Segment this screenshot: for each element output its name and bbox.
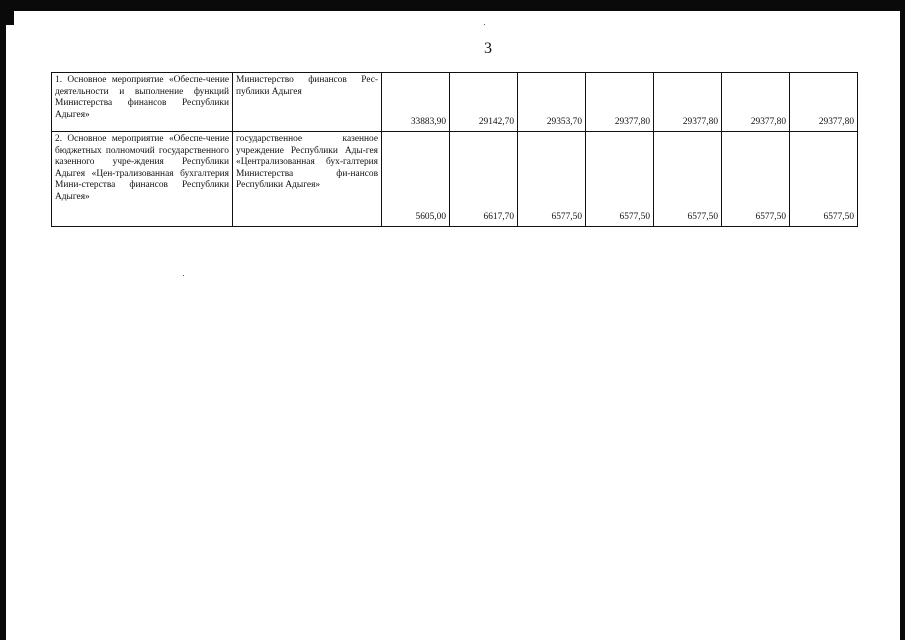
budget-table <box>51 72 858 227</box>
scan-border-top <box>0 0 905 11</box>
value-cell: 5605,00 <box>382 132 450 227</box>
event-cell: 2. Основное мероприятие «Обеспе-чение бюджетных полномочий государственного казенного учре-ждения Республики Адыгея «Цен-трализованная бухгалтерия Мини-стерства финансов Республики Адыгея» <box>52 132 233 227</box>
value-cell: 6577,50 <box>586 132 654 227</box>
scan-speck <box>484 24 485 25</box>
value-cell: 6577,50 <box>518 132 586 227</box>
scan-border-left <box>0 0 6 640</box>
table-row <box>52 132 858 227</box>
scan-corner-mark <box>6 11 14 25</box>
value-cell: 29142,70 <box>450 73 518 132</box>
value-cell: 33883,90 <box>382 73 450 132</box>
executor-cell: Министерство финансов Рес-публики Адыгея <box>233 73 382 132</box>
event-cell: 1. Основное мероприятие «Обеспе-чение деятельности и выполнение функций Министерства финансов Республики Адыгея» <box>52 73 233 132</box>
scan-speck <box>183 275 184 276</box>
scan-border-right <box>900 0 905 640</box>
page-number: 3 <box>484 40 492 57</box>
value-cell: 6577,50 <box>654 132 722 227</box>
table-row <box>52 73 858 132</box>
value-cell: 29377,80 <box>654 73 722 132</box>
value-cell: 29377,80 <box>722 73 790 132</box>
value-cell: 6617,70 <box>450 132 518 227</box>
value-cell: 29353,70 <box>518 73 586 132</box>
value-cell: 6577,50 <box>722 132 790 227</box>
value-cell: 29377,80 <box>586 73 654 132</box>
value-cell: 6577,50 <box>790 132 858 227</box>
executor-cell: государственное казенное учреждение Республики Ады-гея «Централизованная бух-галтерия Министерства фи-нансов Республики Адыгея» <box>233 132 382 227</box>
value-cell: 29377,80 <box>790 73 858 132</box>
